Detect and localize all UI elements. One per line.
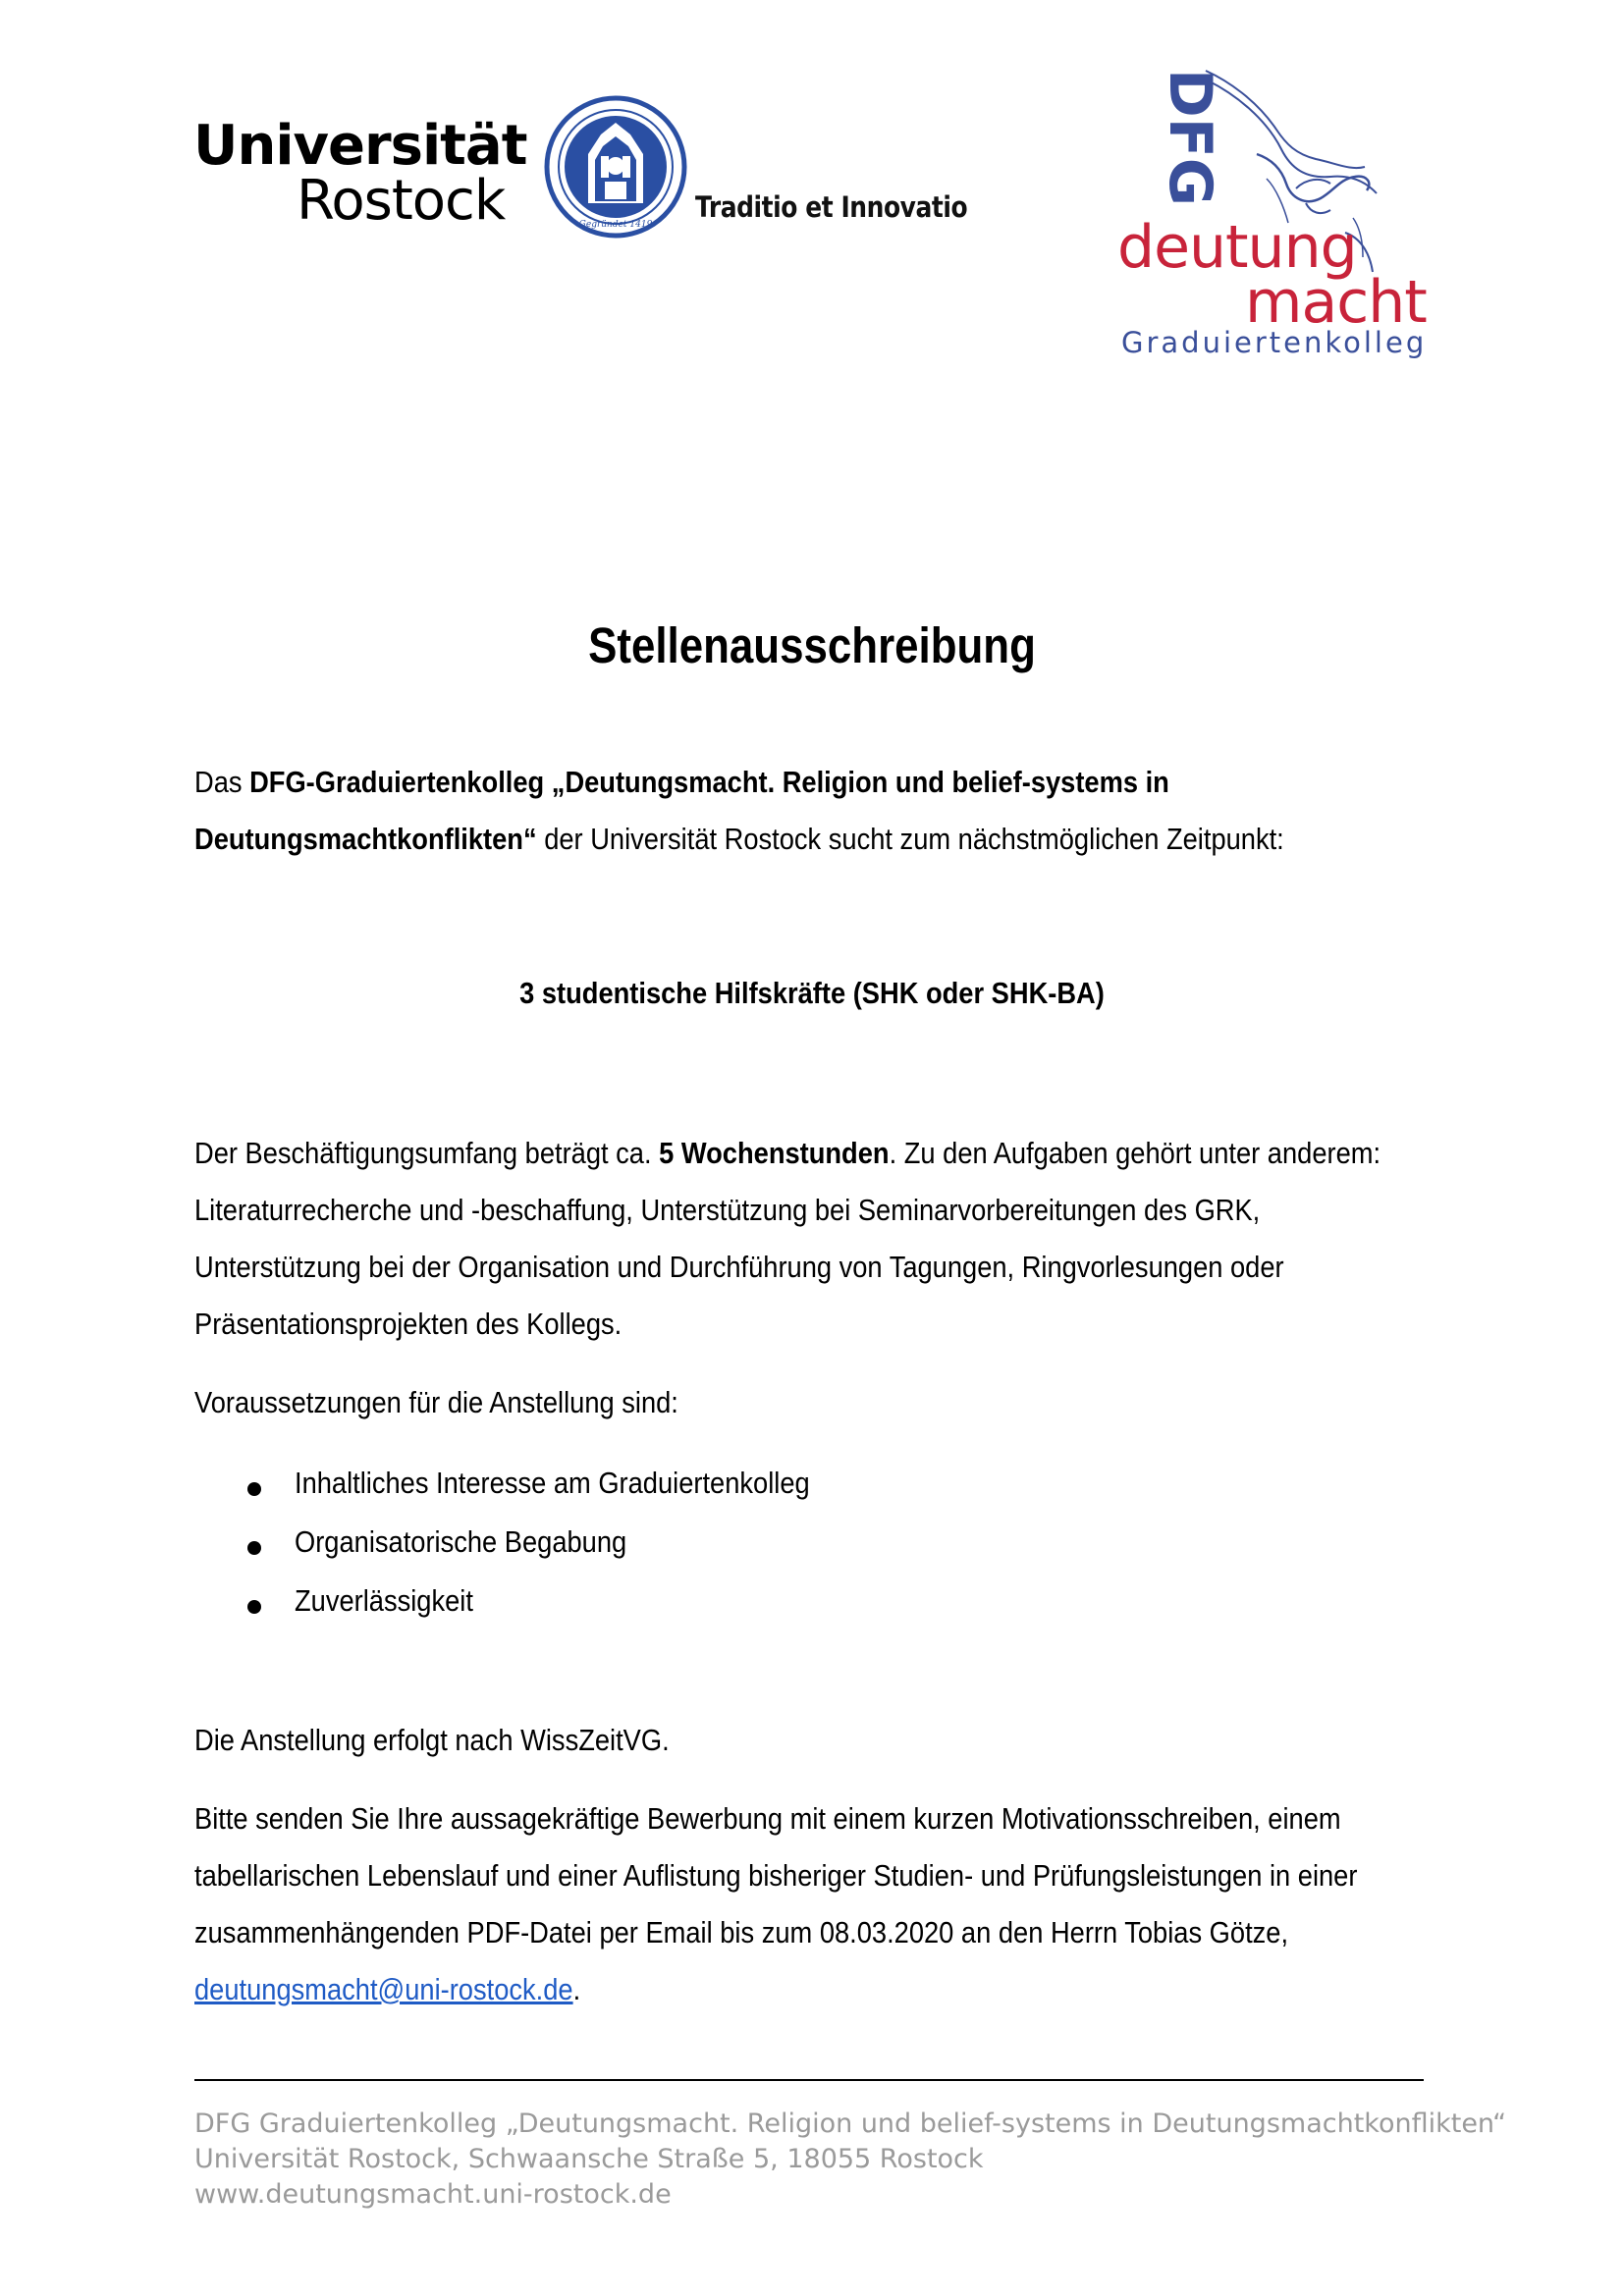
footer-line-3: www.deutungsmacht.uni-rostock.de <box>194 2179 672 2210</box>
email-link[interactable]: deutungsmacht@uni-rostock.de <box>194 1972 573 2006</box>
footer-line-1: DFG Graduiertenkolleg „Deutungsmacht. Religion und belief-systems in Deutungsmachtkonflikten“ <box>194 2109 1507 2139</box>
logo-word-graduiertenkolleg: Graduiertenkolleg <box>1121 326 1428 359</box>
bullet-icon <box>247 1482 261 1496</box>
intro-line-1 <box>194 754 1343 811</box>
email-suffix: . <box>572 1972 581 2006</box>
application-line-3: zusammenhängenden PDF-Datei per Email bis zum 08.03.2020 an den Herrn Tobias Götze, <box>194 1915 1289 1949</box>
application-line-1: Bitte senden Sie Ihre aussagekräftige Bewerbung mit einem kurzen Motivationsschreiben, einem <box>194 1801 1341 1836</box>
footer-line-2: Universität Rostock, Schwaansche Straße 5, 18055 Rostock <box>194 2144 984 2174</box>
position-heading: 3 studentische Hilfskräfte (SHK oder SHK-BA) <box>519 976 1105 1010</box>
requirement-item: Organisatorische Begabung <box>295 1524 627 1559</box>
requirement-item: Inhaltliches Interesse am Graduiertenkolleg <box>295 1466 810 1500</box>
intro-bold-1: DFG-Graduiertenkolleg „Deutungsmacht. Religion und belief-systems in <box>249 765 1169 799</box>
university-seal-icon <box>544 95 687 239</box>
intro-rest: der Universität Rostock sucht zum nächstmöglichen Zeitpunkt: <box>536 822 1284 856</box>
scope-line-4: Präsentationsprojekten des Kollegs. <box>194 1307 623 1341</box>
scope-prefix: Der Beschäftigungsumfang beträgt ca. <box>194 1136 660 1170</box>
university-name-line2: Rostock <box>297 169 506 233</box>
university-name-line1: Universität <box>193 114 527 178</box>
application-line-4 <box>194 1961 1343 2018</box>
logo-word-macht: macht <box>1245 268 1427 337</box>
intro-line-2 <box>194 811 1343 868</box>
intro-prefix: Das <box>194 765 250 799</box>
seal-text: Gegründet 1419 <box>578 220 653 230</box>
logo-word-deutung: deutung <box>1117 213 1357 282</box>
dfg-letters: DFG <box>1156 69 1224 207</box>
scope-line-2: Literaturrecherche und -beschaffung, Unterstützung bei Seminarvorbereitungen des GRK, <box>194 1193 1261 1227</box>
bullet-icon <box>247 1600 261 1614</box>
requirements-heading: Voraussetzungen für die Anstellung sind: <box>194 1385 678 1419</box>
scope-bold: 5 Wochenstunden <box>659 1136 890 1170</box>
scope-line-1 <box>194 1125 1381 1182</box>
requirement-item: Zuverlässigkeit <box>295 1583 473 1618</box>
scope-line-3: Unterstützung bei der Organisation und Durchführung von Tagungen, Ringvorlesungen oder <box>194 1250 1284 1284</box>
university-motto: Traditio et Innovatio <box>695 190 968 224</box>
page-title: Stellenausschreibung <box>588 617 1036 673</box>
application-line-2: tabellarischen Lebenslauf und einer Auflistung bisheriger Studien- und Prüfungsleistungen in einer <box>194 1858 1358 1893</box>
scope-suffix: . Zu den Aufgaben gehört unter anderem: <box>889 1136 1381 1170</box>
employment-note: Die Anstellung erfolgt nach WissZeitVG. <box>194 1723 670 1757</box>
intro-bold-2: Deutungsmachtkonflikten“ <box>194 822 537 856</box>
footer-divider <box>194 2079 1424 2081</box>
bullet-icon <box>247 1541 261 1555</box>
